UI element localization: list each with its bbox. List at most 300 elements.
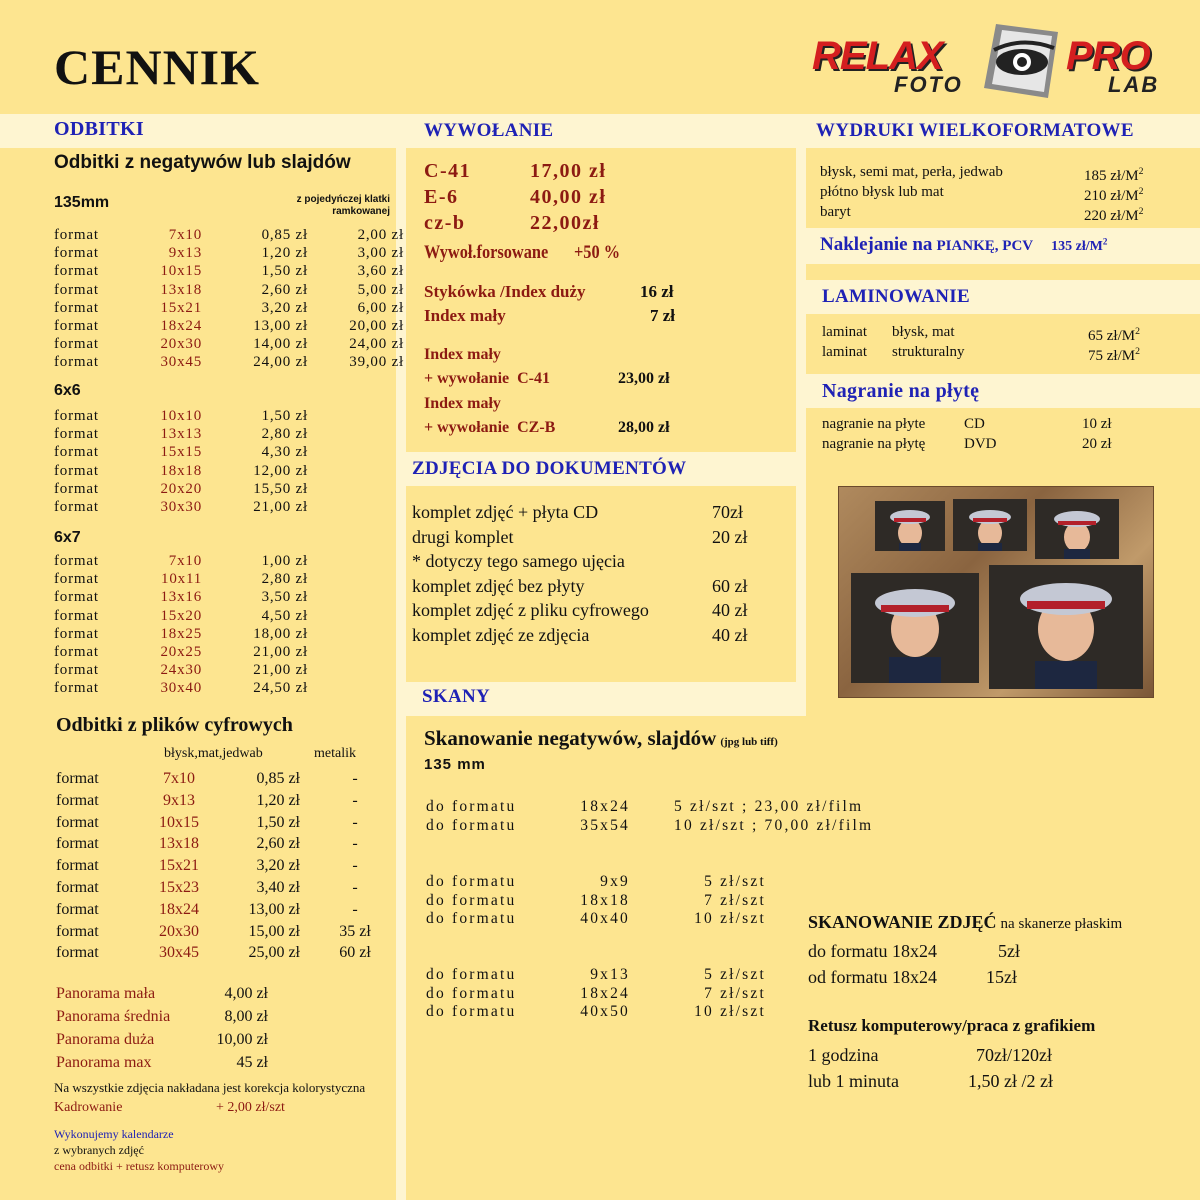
size: 18x25 bbox=[160, 625, 202, 642]
logo-lab: LAB bbox=[1108, 72, 1160, 97]
scan-label: do formatu bbox=[426, 891, 517, 909]
flat-row bbox=[808, 938, 1020, 964]
size: 30x30 bbox=[160, 498, 202, 515]
format-label: format bbox=[56, 791, 99, 809]
price: 24,00 zł bbox=[253, 354, 308, 371]
flat-price: 15zł bbox=[986, 967, 1017, 987]
doc-price: 40 zł bbox=[712, 600, 748, 620]
lam-price-sup: 2 bbox=[1135, 326, 1140, 337]
scan-label: do formatu bbox=[426, 910, 517, 927]
table-row bbox=[54, 262, 404, 280]
price: 1,00 zł bbox=[261, 553, 308, 569]
panorama-row bbox=[56, 1005, 268, 1028]
scan-row bbox=[426, 985, 766, 1004]
format-label: format bbox=[54, 462, 99, 479]
price: 3,40 zł bbox=[256, 878, 300, 896]
price: 21,00 zł bbox=[253, 643, 308, 660]
size: 18x24 bbox=[159, 900, 199, 918]
doc-row bbox=[412, 549, 748, 574]
scan-row bbox=[426, 910, 766, 929]
header-wywolanie: WYWOŁANIE bbox=[424, 120, 554, 141]
price: 1,50 zł bbox=[256, 813, 300, 831]
price: 14,00 zł bbox=[253, 336, 308, 353]
table-row bbox=[54, 462, 308, 480]
price: 0,85 zł bbox=[261, 227, 308, 243]
format-label: format bbox=[54, 299, 99, 316]
price: 3,50 zł bbox=[261, 589, 308, 606]
dokumenty-table bbox=[412, 500, 748, 647]
format-label: format bbox=[54, 354, 99, 371]
table-row bbox=[56, 812, 410, 834]
nag-row bbox=[822, 434, 1112, 454]
kalendarze-line1: Wykonujemy kalendarze bbox=[54, 1127, 174, 1141]
price-metalik: - bbox=[352, 770, 358, 787]
price: 2,80 zł bbox=[261, 426, 308, 443]
lam-price-sup: 2 bbox=[1135, 346, 1140, 357]
table-row bbox=[54, 498, 308, 516]
price-metalik: - bbox=[352, 878, 358, 896]
nag-label: nagranie na płyte bbox=[822, 416, 926, 432]
format-label: format bbox=[54, 607, 99, 624]
index-maly-label: Index mały bbox=[424, 306, 506, 325]
doc-row bbox=[412, 500, 748, 525]
stykowka-label: Stykówka /Index duży bbox=[424, 282, 586, 301]
wide-price-sup: 2 bbox=[1138, 186, 1144, 197]
table-row bbox=[54, 588, 308, 606]
doc-label: komplet zdjęć bez płyty bbox=[412, 575, 585, 596]
price: 1,20 zł bbox=[256, 791, 300, 809]
process-name: C-41 bbox=[424, 160, 472, 182]
retusz-label: lub 1 minuta bbox=[808, 1071, 899, 1091]
table-row bbox=[54, 299, 404, 317]
price: 4,30 zł bbox=[261, 444, 308, 461]
lam-type: błysk, mat bbox=[892, 324, 955, 340]
table-row bbox=[54, 353, 404, 371]
size: 18x24 bbox=[160, 317, 202, 334]
format-label: format bbox=[54, 281, 99, 298]
wide-price-sup: 2 bbox=[1138, 206, 1144, 217]
scan-size: 18x24 bbox=[580, 984, 630, 1002]
price-metalik: - bbox=[352, 835, 358, 853]
flat-price: 5zł bbox=[998, 941, 1020, 961]
index-maly-price: 7 zł bbox=[650, 306, 676, 325]
table-row bbox=[54, 570, 308, 588]
doc-row bbox=[412, 574, 748, 599]
size: 10x10 bbox=[160, 408, 202, 424]
size: 13x18 bbox=[159, 835, 199, 853]
format-label: format bbox=[54, 227, 99, 243]
scan-label: do formatu bbox=[426, 984, 517, 1002]
size: 7x10 bbox=[163, 770, 195, 787]
process-row bbox=[424, 184, 606, 210]
size: 10x15 bbox=[160, 263, 202, 280]
size: 7x10 bbox=[168, 553, 202, 569]
scan-price: 10 zł/szt ; 70,00 zł/film bbox=[674, 816, 874, 834]
panorama-label: Panorama duża bbox=[56, 1031, 155, 1048]
table-row bbox=[54, 226, 404, 244]
scan-price: 5 zł/szt bbox=[704, 873, 766, 890]
combo1-line2: + wywołanie C-41 bbox=[424, 370, 550, 387]
lam-price bbox=[1088, 322, 1140, 342]
photo-frame-5 bbox=[989, 565, 1143, 689]
lam-price-value: 75 zł/M bbox=[1088, 348, 1136, 364]
retusz-row bbox=[808, 1068, 1053, 1094]
s135-title: 135mm bbox=[54, 194, 110, 211]
format-label: format bbox=[56, 900, 99, 918]
scan-price: 7 zł/szt bbox=[704, 891, 766, 909]
size: 18x18 bbox=[160, 462, 202, 479]
doc-label: komplet zdjęć + płyta CD bbox=[412, 502, 599, 522]
format-label: format bbox=[54, 553, 99, 569]
doc-label: komplet zdjęć ze zdjęcia bbox=[412, 624, 590, 645]
format-label: format bbox=[54, 408, 99, 424]
page-title: CENNIK bbox=[54, 39, 261, 95]
scan-size: 40x40 bbox=[580, 910, 630, 927]
format-label: format bbox=[54, 498, 99, 515]
panorama-price: 45 zł bbox=[236, 1054, 268, 1071]
wide-row bbox=[820, 182, 1143, 202]
header-dokumenty: ZDJĘCIA DO DOKUMENTÓW bbox=[412, 458, 687, 479]
table-row bbox=[56, 855, 410, 877]
flat-scan-note: na skanerze płaskim bbox=[1000, 916, 1123, 932]
lam-label: laminat bbox=[822, 324, 867, 340]
table-row bbox=[54, 679, 308, 697]
size: 9x13 bbox=[163, 791, 195, 809]
size: 15x21 bbox=[159, 857, 199, 875]
price: 2,60 zł bbox=[256, 835, 300, 853]
price-framed: 39,00 zł bbox=[349, 354, 404, 371]
price-metalik: - bbox=[352, 857, 358, 875]
price: 21,00 zł bbox=[253, 662, 308, 679]
scan-size: 35x54 bbox=[580, 816, 630, 834]
scan-size: 9x9 bbox=[600, 873, 630, 890]
wide-row bbox=[820, 202, 1143, 222]
price-metalik: - bbox=[352, 791, 358, 809]
lam-price-value: 65 zł/M bbox=[1088, 328, 1136, 344]
price: 1,50 zł bbox=[261, 263, 308, 280]
scan-size: 40x50 bbox=[580, 1003, 630, 1020]
process-row bbox=[424, 210, 606, 236]
price: 12,00 zł bbox=[253, 462, 308, 479]
scan-label: do formatu bbox=[426, 798, 517, 815]
scan-row bbox=[426, 817, 873, 836]
korekcja-note: Na wszystkie zdjęcia nakładana jest korekcja kolorystyczna bbox=[54, 1080, 366, 1095]
naklejanie-small: PIANKĘ, PCV bbox=[936, 238, 1034, 254]
doc-row bbox=[412, 623, 748, 648]
price-metalik: - bbox=[352, 813, 358, 831]
retusz-price: 1,50 zł /2 zł bbox=[968, 1071, 1053, 1091]
wide-price-value: 210 zł/M bbox=[1084, 188, 1139, 204]
combo1-price: 23,00 zł bbox=[618, 370, 670, 387]
doc-label: komplet zdjęć z pliku cyfrowego bbox=[412, 600, 649, 620]
scan-row bbox=[426, 798, 873, 817]
skany-group3 bbox=[426, 966, 766, 1022]
flat-scan-heading bbox=[808, 912, 1122, 933]
kadrowanie-label: Kadrowanie bbox=[54, 1100, 123, 1115]
format-label: format bbox=[54, 426, 99, 443]
kalendarze-line3: cena odbitki + retusz komputerowy bbox=[54, 1159, 225, 1173]
price-framed: 6,00 zł bbox=[357, 299, 404, 316]
price: 15,50 zł bbox=[253, 480, 308, 497]
nag-price: 20 zł bbox=[1082, 436, 1112, 452]
format-label: format bbox=[56, 878, 99, 896]
combo2-price: 28,00 zł bbox=[618, 419, 670, 436]
s6x7-table bbox=[54, 552, 308, 698]
price: 1,20 zł bbox=[261, 245, 308, 262]
panorama-row bbox=[56, 1028, 268, 1051]
table-row bbox=[54, 480, 308, 498]
process-name: cz-b bbox=[424, 212, 466, 234]
size: 20x30 bbox=[160, 336, 202, 353]
scan-size: 18x24 bbox=[580, 798, 630, 815]
format-label: format bbox=[54, 589, 99, 606]
size: 20x30 bbox=[159, 922, 199, 940]
wide-price-sup: 2 bbox=[1138, 166, 1144, 177]
doc-price: 60 zł bbox=[712, 575, 748, 596]
s6x7-title: 6x7 bbox=[54, 529, 81, 546]
table-row bbox=[56, 899, 410, 921]
retusz-label: 1 godzina bbox=[808, 1045, 879, 1065]
format-label: format bbox=[54, 336, 99, 353]
table-row bbox=[56, 921, 410, 943]
table-row bbox=[56, 833, 410, 855]
process-name: E-6 bbox=[424, 186, 459, 208]
format-label: format bbox=[56, 944, 99, 962]
logo-foto: FOTO bbox=[894, 72, 963, 97]
price: 13,00 zł bbox=[248, 900, 300, 918]
doc-price: 20 zł bbox=[712, 526, 748, 547]
price-framed: 20,00 zł bbox=[349, 317, 404, 334]
panorama-price: 10,00 zł bbox=[216, 1031, 268, 1048]
scan-price: 10 zł/szt bbox=[694, 910, 766, 927]
wide-price-value: 185 zł/M bbox=[1084, 168, 1139, 184]
price: 24,50 zł bbox=[253, 680, 308, 697]
scan-price: 7 zł/szt bbox=[704, 984, 766, 1002]
combo1-line1: Index mały bbox=[424, 346, 501, 363]
wide-label: baryt bbox=[820, 204, 851, 220]
price: 18,00 zł bbox=[253, 625, 308, 642]
skany-title-main: Skanowanie negatywów, slajdów bbox=[424, 726, 717, 750]
header-odbitki: ODBITKI bbox=[54, 118, 144, 140]
scan-row bbox=[426, 892, 766, 911]
table-row bbox=[54, 244, 404, 262]
size: 15x23 bbox=[159, 878, 199, 896]
naklejanie-label: Naklejanie na bbox=[820, 234, 933, 255]
size: 13x13 bbox=[160, 426, 202, 443]
lam-type: strukturalny bbox=[892, 344, 965, 360]
digital-title: Odbitki z plików cyfrowych bbox=[56, 714, 293, 736]
table-row bbox=[54, 281, 404, 299]
lam-label: laminat bbox=[822, 344, 867, 360]
header-skany: SKANY bbox=[422, 686, 491, 707]
forsowane-value: +50 % bbox=[574, 242, 621, 263]
odbitki-subheader: Odbitki z negatywów lub slajdów bbox=[54, 152, 351, 173]
retusz-table bbox=[808, 1042, 1053, 1094]
price: 3,20 zł bbox=[261, 299, 308, 316]
nag-price: 10 zł bbox=[1082, 416, 1112, 432]
table-row bbox=[54, 661, 308, 679]
format-label: format bbox=[56, 835, 99, 853]
price-metalik: - bbox=[352, 900, 358, 918]
table-row bbox=[54, 552, 308, 570]
price: 15,00 zł bbox=[248, 922, 300, 940]
kadrowanie-price: + 2,00 zł/szt bbox=[216, 1100, 285, 1115]
table-row bbox=[56, 768, 410, 790]
table-row bbox=[54, 425, 308, 443]
panorama-row bbox=[56, 982, 268, 1005]
s135-note: z pojedyńczej klatki ramkowanej bbox=[296, 194, 390, 217]
wywolanie-table bbox=[424, 158, 606, 236]
size: 30x45 bbox=[160, 354, 202, 371]
digital-col1-header: błysk,mat,jedwab bbox=[164, 746, 263, 761]
price-metalik: 35 zł bbox=[339, 922, 371, 940]
nag-medium: DVD bbox=[964, 436, 997, 452]
scan-price: 10 zł/szt bbox=[694, 1003, 766, 1020]
nag-label: nagranie na płytę bbox=[822, 436, 926, 452]
photo-collage bbox=[838, 486, 1154, 698]
skany-group2 bbox=[426, 873, 766, 929]
logo-pro: PRO bbox=[1066, 34, 1150, 78]
scan-row bbox=[426, 1003, 766, 1022]
format-label: format bbox=[54, 444, 99, 461]
table-row bbox=[54, 607, 308, 625]
digital-table bbox=[56, 768, 410, 964]
panorama-label: Panorama max bbox=[56, 1054, 152, 1071]
doc-label: drugi komplet bbox=[412, 526, 514, 547]
price: 3,20 zł bbox=[256, 857, 300, 875]
scan-label: do formatu bbox=[426, 1003, 517, 1020]
price: 13,00 zł bbox=[253, 317, 308, 334]
scan-row bbox=[426, 966, 766, 985]
price: 0,85 zł bbox=[256, 770, 300, 787]
price-metalik: 60 zł bbox=[339, 944, 371, 962]
size: 9x13 bbox=[168, 245, 202, 262]
photo-frame-4 bbox=[851, 573, 979, 683]
retusz-title: Retusz komputerowy/praca z grafikiem bbox=[808, 1016, 1096, 1035]
process-row bbox=[424, 158, 606, 184]
price: 2,60 zł bbox=[261, 281, 308, 298]
process-price: 22,00zł bbox=[530, 212, 600, 234]
format-label: format bbox=[56, 770, 99, 787]
panorama-label: Panorama średnia bbox=[56, 1008, 171, 1025]
price: 1,50 zł bbox=[261, 408, 308, 424]
scan-size: 18x18 bbox=[580, 891, 630, 909]
forsowane-label: Wywoł.forsowane bbox=[424, 242, 549, 263]
size: 15x15 bbox=[160, 444, 202, 461]
divider-right bbox=[796, 148, 806, 716]
nag-medium: CD bbox=[964, 416, 985, 432]
size: 15x21 bbox=[160, 299, 202, 316]
skany-sub: 135 mm bbox=[424, 756, 486, 773]
panorama-list bbox=[56, 982, 268, 1074]
size: 13x18 bbox=[160, 281, 202, 298]
wide-label: błysk, semi mat, perła, jedwab bbox=[820, 164, 1003, 180]
header-nagranie: Nagranie na płytę bbox=[822, 380, 980, 402]
price: 4,50 zł bbox=[261, 607, 308, 624]
photo-frame-1 bbox=[875, 501, 945, 551]
format-label: format bbox=[54, 263, 99, 280]
naklejanie bbox=[820, 234, 1107, 256]
scan-label: do formatu bbox=[426, 873, 517, 890]
naklejanie-price: 135 $zł/M^2$ bbox=[1051, 236, 1108, 254]
wide-price bbox=[1084, 202, 1143, 222]
wide-label: płótno błysk lub mat bbox=[820, 184, 944, 200]
size: 13x16 bbox=[160, 589, 202, 606]
lam-row bbox=[822, 342, 1140, 362]
price-framed: 2,00 zł bbox=[357, 227, 404, 243]
wide-price-value: 220 zł/M bbox=[1084, 208, 1139, 224]
process-price: 17,00 zł bbox=[530, 160, 607, 182]
table-row bbox=[56, 790, 410, 812]
price-framed: 3,60 zł bbox=[357, 263, 404, 280]
kalendarze-line2: z wybranych zdjęć bbox=[54, 1143, 144, 1157]
size: 10x11 bbox=[161, 571, 202, 588]
process-price: 40,00 zł bbox=[530, 186, 607, 208]
size: 7x10 bbox=[168, 227, 202, 243]
size: 15x20 bbox=[160, 607, 202, 624]
panorama-label: Panorama mała bbox=[56, 985, 156, 1002]
panorama-price: 8,00 zł bbox=[224, 1008, 268, 1025]
photo-frame-2 bbox=[953, 499, 1027, 551]
doc-row bbox=[412, 525, 748, 550]
scan-label: do formatu bbox=[426, 816, 517, 834]
photo-frame-3 bbox=[1035, 499, 1119, 559]
collage-graphic bbox=[839, 487, 1155, 699]
combo2-line2: + wywołanie CZ-B bbox=[424, 419, 556, 436]
scan-size: 9x13 bbox=[590, 966, 630, 983]
nag-row bbox=[822, 414, 1112, 434]
lam-price bbox=[1088, 342, 1140, 362]
doc-price: 70zł bbox=[712, 502, 743, 522]
header-laminowanie: LAMINOWANIE bbox=[822, 286, 970, 307]
s135-table bbox=[54, 226, 404, 372]
logo-relax: RELAX bbox=[812, 34, 943, 78]
doc-row bbox=[412, 598, 748, 623]
table-row bbox=[54, 335, 404, 353]
skany-title bbox=[424, 726, 778, 751]
doc-price: 40 zł bbox=[712, 624, 748, 645]
price-framed: 3,00 zł bbox=[357, 245, 404, 262]
logo bbox=[808, 22, 1176, 102]
stykowka-price: 16 zł bbox=[640, 282, 674, 301]
skany-title-note: (jpg lub tiff) bbox=[720, 736, 778, 748]
price: 2,80 zł bbox=[261, 571, 308, 588]
nagranie-table bbox=[822, 414, 1112, 454]
size: 24x30 bbox=[160, 662, 202, 679]
format-label: format bbox=[54, 245, 99, 262]
flat-label: od formatu 18x24 bbox=[808, 967, 937, 987]
price: 21,00 zł bbox=[253, 498, 308, 515]
format-label: format bbox=[54, 480, 99, 497]
format-label: format bbox=[54, 662, 99, 679]
header-wielkoformatowe: WYDRUKI WIELKOFORMATOWE bbox=[816, 120, 1134, 141]
price-framed: 5,00 zł bbox=[357, 281, 404, 298]
table-row bbox=[54, 407, 308, 425]
wielkoformatowe-table bbox=[820, 162, 1143, 222]
scan-label: do formatu bbox=[426, 966, 517, 983]
format-label: format bbox=[56, 922, 99, 940]
format-label: format bbox=[54, 317, 99, 334]
table-row bbox=[54, 643, 308, 661]
retusz-row bbox=[808, 1042, 1053, 1068]
wide-row bbox=[820, 162, 1143, 182]
flat-label: do formatu 18x24 bbox=[808, 941, 937, 961]
wide-price bbox=[1084, 182, 1143, 202]
flat-scan-title: SKANOWANIE ZDJĘĆ bbox=[808, 912, 997, 932]
lam-row bbox=[822, 322, 1140, 342]
size: 20x25 bbox=[160, 643, 202, 660]
laminowanie-table bbox=[822, 322, 1140, 362]
